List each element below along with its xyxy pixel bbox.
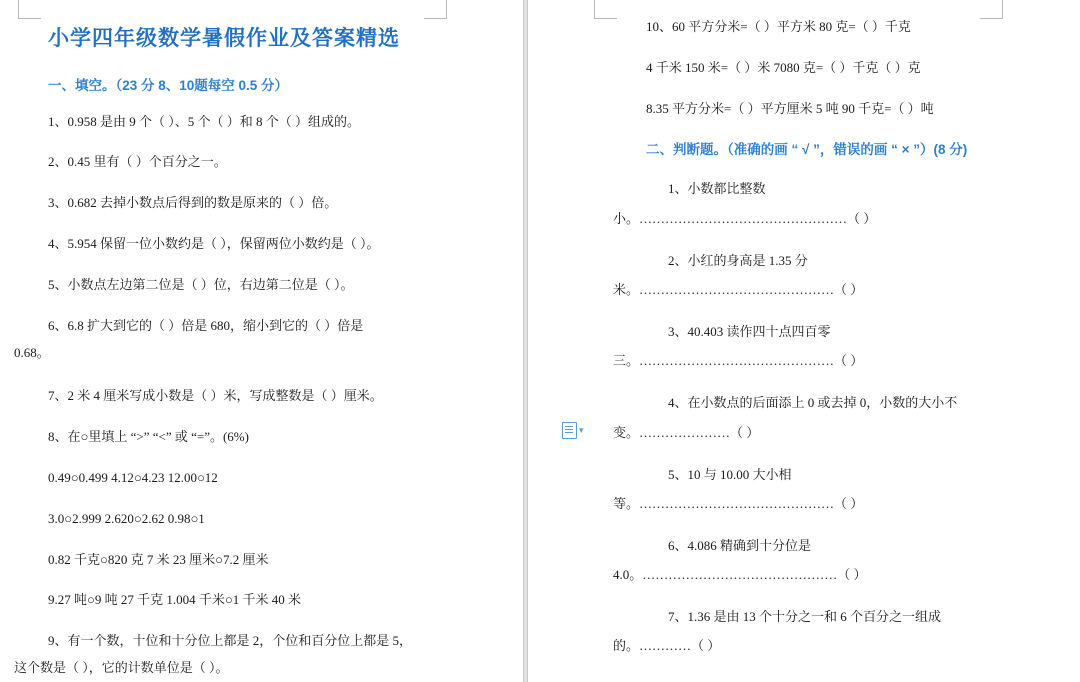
section-heading-true-false: 二、判断题。（准确的画 “ √ ”，错误的画 “ × ”）(8 分): [646, 142, 968, 157]
question-item: 1、0.958 是由 9 个（ ）、5 个（ ）和 8 个（ ）组成的。: [48, 114, 361, 129]
left-page: [0, 0, 523, 682]
question-item-answer-line: 等。………………………………………（ ）: [613, 496, 864, 511]
question-item-answer-line: 小。…………………………………………（ ）: [613, 211, 877, 226]
question-item: 6、6.8 扩大到它的（ ）倍是 680，缩小到它的（ ）倍是: [48, 318, 364, 333]
question-item: 4、在小数点的后面添上 0 或去掉 0，小数的大小不: [668, 395, 958, 410]
question-item: 1、小数都比整数: [668, 181, 766, 196]
question-item: 2、0.45 里有（ ）个百分之一。: [48, 154, 227, 169]
comparison-row: 0.82 千克○820 克 7 米 23 厘米○7.2 厘米: [48, 552, 269, 567]
question-item: 5、小数点左边第二位是（ ）位，右边第二位是（ ）。: [48, 277, 354, 292]
question-item: 3、0.682 去掉小数点后得到的数是原来的（ ）倍。: [48, 195, 338, 210]
question-item: 2、小红的身高是 1.35 分: [668, 253, 808, 268]
question-item: 9、有一个数，十位和十分位上都是 2，个位和百分位上都是 5，: [48, 633, 413, 648]
question-item-answer-line: 4.0。………………………………………（ ）: [613, 567, 867, 582]
question-item-answer-line: 的。…………（ ）: [613, 638, 721, 653]
question-item: 4、5.954 保留一位小数约是（ ），保留两位小数约是（ ）。: [48, 236, 380, 251]
document-glyph: [562, 422, 577, 439]
question-item: 4 千米 150 米=（ ）米 7080 克=（ ）千克（ ）克: [646, 60, 921, 75]
question-item-continued: 这个数是（ ），它的计数单位是（ ）。: [14, 660, 229, 675]
right-page: [528, 0, 1080, 682]
question-item-answer-line: 变。…………………（ ）: [613, 425, 760, 440]
comparison-row: 9.27 吨○9 吨 27 千克 1.004 千米○1 千米 40 米: [48, 592, 301, 607]
comparison-row: 3.0○2.999 2.620○2.62 0.98○1: [48, 511, 205, 526]
question-item: 10、60 平方分米=（ ）平方米 80 克=（ ）千克: [646, 19, 911, 34]
section-heading-fill-in-blanks: 一、填空。（23 分 8、10题每空 0.5 分）: [48, 78, 289, 93]
page-title: 小学四年级数学暑假作业及答案精选: [48, 27, 400, 50]
question-item: 8.35 平方分米=（ ）平方厘米 5 吨 90 千克=（ ）吨: [646, 101, 934, 116]
chevron-down-icon[interactable]: ▾: [579, 425, 584, 436]
question-item-answer-line: 三。………………………………………（ ）: [613, 353, 864, 368]
question-item: 8、在○里填上 “>” “<” 或 “=”。(6%): [48, 429, 249, 444]
question-item: 7、1.36 是由 13 个十分之一和 6 个百分之一组成: [668, 609, 942, 624]
question-item: 3、40.403 读作四十点四百零: [668, 324, 831, 339]
question-item: 7、2 米 4 厘米写成小数是（ ）米，写成整数是（ ）厘米。: [48, 388, 383, 403]
question-item: 5、10 与 10.00 大小相: [668, 467, 792, 482]
comparison-row: 0.49○0.499 4.12○4.23 12.00○12: [48, 470, 218, 485]
question-item-answer-line: 米。………………………………………（ ）: [613, 282, 864, 297]
document-paste-icon[interactable]: [562, 422, 586, 440]
question-item: 6、4.086 精确到十分位是: [668, 538, 812, 553]
question-item-continued: 0.68。: [14, 345, 50, 360]
